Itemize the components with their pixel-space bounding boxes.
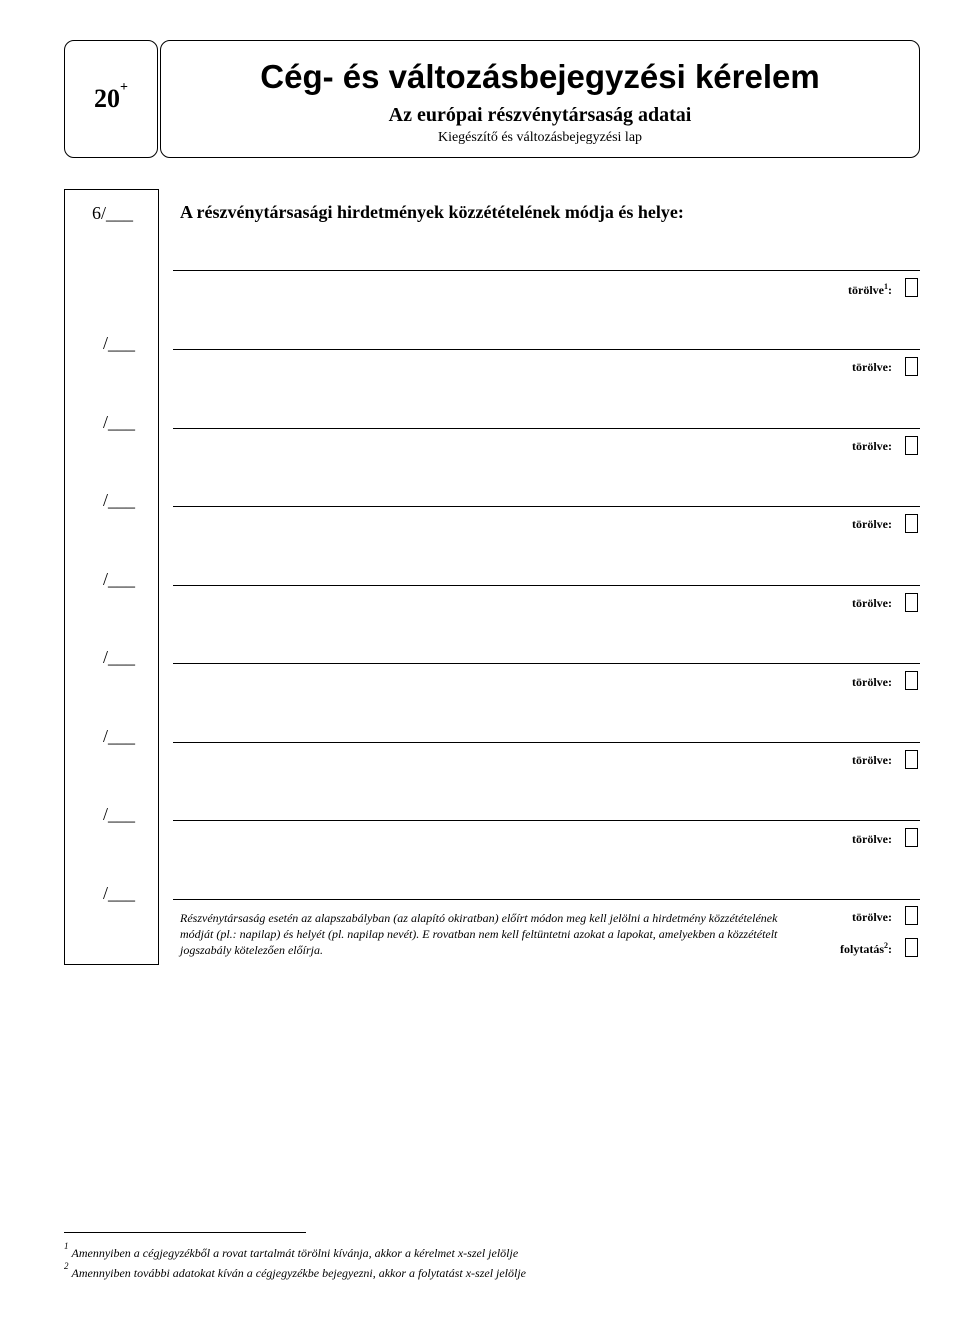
entry-line[interactable] [173, 663, 920, 664]
row-number: /___ [103, 569, 136, 589]
deleted-checkbox[interactable] [905, 828, 918, 847]
footnote-divider [64, 1232, 306, 1233]
page-subtitle: Az európai részvénytársaság adatai [388, 104, 692, 126]
entry-line[interactable] [173, 899, 920, 900]
entry-line[interactable] [173, 585, 920, 586]
row-number: /___ [103, 883, 136, 903]
row-number: /___ [103, 804, 136, 824]
row-number-first: 6/___ [92, 203, 134, 223]
deleted-label: törölve: [852, 675, 892, 689]
deleted-label: törölve: [852, 360, 892, 374]
entry-line[interactable] [173, 349, 920, 350]
footnote-2: $^2$ Amennyiben további adatokat kíván a cégjegyzékbe bejegyezni, akkor a folytatást x-szel jelölje [64, 1261, 527, 1280]
deleted-checkbox[interactable] [905, 671, 918, 690]
continuation-label: folytatás$^2$: [840, 941, 892, 956]
deleted-label: törölve$^1$: [848, 282, 892, 297]
deleted-checkbox[interactable] [905, 750, 918, 769]
entry-line[interactable] [173, 742, 920, 743]
deleted-label: törölve: [852, 517, 892, 531]
row-number: /___ [103, 647, 136, 667]
deleted-label: törölve: [852, 596, 892, 610]
entry-line[interactable] [173, 428, 920, 429]
deleted-checkbox[interactable] [905, 278, 918, 297]
entry-line[interactable] [173, 820, 920, 821]
row-number: /___ [103, 333, 136, 353]
continuation-checkbox[interactable] [905, 938, 918, 957]
row-number: /___ [103, 412, 136, 432]
deleted-checkbox[interactable] [905, 436, 918, 455]
entry-line[interactable] [173, 270, 920, 271]
deleted-label: törölve: [852, 753, 892, 767]
entry-line[interactable] [173, 506, 920, 507]
section-heading: A részvénytársasági hirdetmények közzétételének módja és helye: [180, 202, 684, 222]
row-number: /___ [103, 726, 136, 746]
deleted-label: törölve: [852, 439, 892, 453]
footnote-1: $^1$ Amennyiben a cégjegyzékből a rovat tartalmát törölni kívánja, akkor a kérelmet x-szel jelölje [64, 1241, 519, 1260]
deleted-label: törölve: [852, 910, 892, 924]
section-note: Részvénytársaság esetén az alapszabályban (az alapító okiratban) előírt módon meg kell jelölni a hirdetmény közzétételének módját (pl.: napilap) és helyét (pl. napilap nevét). E rovatban nem kell feltüntetni azokat a lapokat, amelyekben a közzétételt jogszabály kötelezően előírja. [180, 911, 778, 957]
deleted-checkbox[interactable] [905, 514, 918, 533]
deleted-checkbox[interactable] [905, 906, 918, 925]
row-number: /___ [103, 490, 136, 510]
form-number: 20+ [94, 80, 128, 113]
deleted-checkbox[interactable] [905, 593, 918, 612]
page-title: Cég- és változásbejegyzési kérelem [260, 58, 820, 95]
deleted-label: törölve: [852, 832, 892, 846]
deleted-checkbox[interactable] [905, 357, 918, 376]
page-subsubtitle: Kiegészítő és változásbejegyzési lap [437, 130, 643, 145]
